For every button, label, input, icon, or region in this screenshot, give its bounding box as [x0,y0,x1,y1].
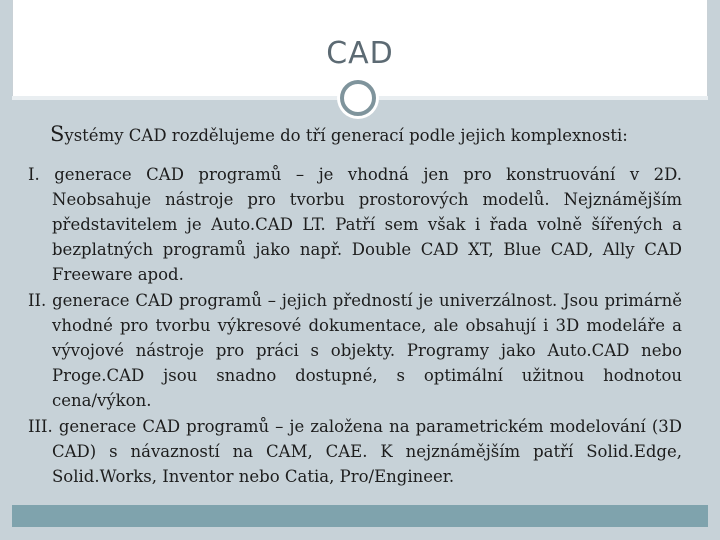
list-item-generation-1: I. generace CAD programů – je vhodná jen pro konstruování v 2D. Neobsahuje nástroje pro tvorbu prostorových modelů. Nejznámějším představitelem je Auto.CAD LT. Patří sem však i řada volně šířených a bezplatných programů jako např. Double CAD XT, Blue CAD, Ally CAD Freeware apod. [28,165,682,284]
slide-body [0,100,720,500]
intro-sentence [50,122,700,146]
footer-bar [12,505,708,527]
intro-initial: S [50,122,65,146]
list-item-generation-3: III. generace CAD programů – je založena na parametrickém modelování (3D CAD) s návazností na CAM, CAE. K nejznámějším patří Solid.Edge, Solid.Works, Inventor nebo Catia, Pro/Engineer. [28,417,682,486]
intro-text: ystémy CAD rozdělujeme do tří generací podle jejich komplexnosti: [64,126,628,145]
slide-title: CAD [326,36,394,71]
generation-list [28,162,682,490]
list-item-generation-2: II. generace CAD programů – jejich předností je univerzálnost. Jsou primárně vhodné pro tvorbu výkresové dokumentace, ale obsahují i 3D modeláře a vývojové nástroje pro práci s objekty. Programy jako Auto.CAD nebo Proge.CAD jsou snadno dostupné, s optimální užitnou hodnotou cena/výkon. [28,291,682,410]
